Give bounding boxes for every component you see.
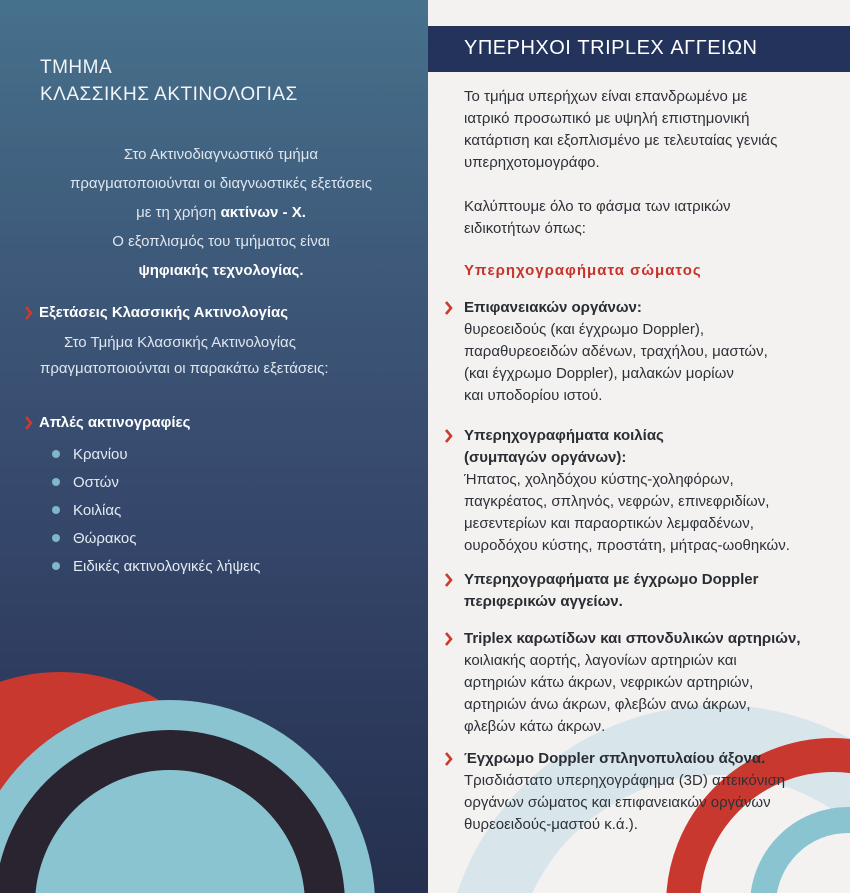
- service-line: θυρεοειδούς (και έγχρωμο Doppler),: [464, 321, 705, 338]
- service-line: Ήπατος, χοληδόχου κύστης-χοληφόρων,: [464, 471, 734, 488]
- service-line: μεσεντερίων και παραορτικών λεμφαδένων,: [464, 515, 754, 532]
- chevron-right-icon: [444, 573, 453, 587]
- list-item: [52, 552, 260, 580]
- dot-icon: [52, 534, 60, 542]
- intro-line: Στο Ακτινοδιαγνωστικό τμήμα: [123, 146, 319, 163]
- list-item: [52, 524, 260, 552]
- service-title: Υπερηχογραφήματα με έγχρωμο Doppler: [464, 571, 759, 588]
- chevron-right-icon: [444, 632, 453, 646]
- chevron-right-icon: [24, 306, 33, 320]
- dot-icon: [52, 450, 60, 458]
- title-line-1: ΤΜΗΜΑ: [40, 57, 113, 78]
- subheading: Υπερηχογραφήματα σώματος: [464, 262, 702, 279]
- paragraph-line: κατάρτιση και εξοπλισμένο με τελευταίας γενιάς: [464, 132, 778, 149]
- intro-line: [41, 198, 401, 227]
- service-line: παγκρέατος, σπληνός, νεφρών, επινεφριδίων,: [464, 493, 770, 510]
- service-item: [444, 425, 844, 557]
- service-line: αρτηριών κάτω άκρων, νεφρικών αρτηριών,: [464, 674, 754, 691]
- chevron-right-icon: [444, 752, 453, 766]
- intro-paragraph: [464, 86, 824, 174]
- service-title-cont: (συμπαγών οργάνων):: [464, 449, 627, 466]
- description-line: Στο Τμήμα Κλασσικής Ακτινολογίας: [64, 334, 296, 351]
- list-item-label: Κρανίου: [73, 445, 128, 463]
- service-line: ουροδόχου κύστης, προστάτη, μήτρας-ωοθηκών.: [464, 537, 790, 554]
- intro-paragraph: [41, 140, 401, 285]
- coverage-paragraph: [464, 196, 824, 240]
- paragraph-line: Το τμήμα υπερήχων είναι επανδρωμένο με: [464, 88, 748, 105]
- service-line: (και έγχρωμο Doppler), μαλακών μορίων: [464, 365, 734, 382]
- service-line: παραθυρεοειδών αδένων, τραχήλου, μαστών,: [464, 343, 768, 360]
- section-heading-text: Εξετάσεις Κλασσικής Ακτινολογίας: [39, 304, 289, 321]
- paragraph-line: υπερηχοτομογράφο.: [464, 154, 600, 171]
- service-title: Έγχρωμο Doppler σπληνοπυλαίου άξονα.: [464, 750, 766, 767]
- paragraph-line: Καλύπτουμε όλο το φάσμα των ιατρικών: [464, 198, 731, 215]
- description-line: πραγματοποιούνται οι παρακάτω εξετάσεις:: [40, 360, 329, 377]
- service-line: θυρεοειδούς-μαστού κ.ά.).: [464, 816, 638, 833]
- list-item-label: Οστών: [73, 473, 119, 491]
- list-item: [52, 468, 260, 496]
- paragraph-line: ιατρικό προσωπικό με υψηλή επιστημονική: [464, 110, 750, 127]
- section-heading-classic: [24, 304, 288, 321]
- service-title: Υπερηχογραφήματα κοιλίας: [464, 427, 664, 444]
- intro-bold: ακτίνων - X.: [220, 204, 306, 221]
- title-line-2: ΚΛΑΣΣΙΚΗΣ ΑΚΤΙΝΟΛΟΓΙΑΣ: [40, 84, 298, 105]
- list-item-label: Κοιλίας: [73, 501, 122, 519]
- service-item: [444, 628, 844, 738]
- service-line: και υποδορίου ιστού.: [464, 387, 603, 404]
- section-heading-text: Απλές ακτινογραφίες: [39, 414, 191, 431]
- service-title: Επιφανειακών οργάνων:: [464, 299, 642, 316]
- intro-line: Ο εξοπλισμός του τμήματος είναι: [112, 233, 330, 250]
- list-item: [52, 496, 260, 524]
- paragraph-line: ειδικοτήτων όπως:: [464, 220, 586, 237]
- service-line: κοιλιακής αορτής, λαγονίων αρτηριών και: [464, 652, 737, 669]
- section-heading-xrays: [24, 414, 190, 431]
- intro-text: με τη χρήση: [136, 204, 221, 221]
- list-item-label: Ειδικές ακτινολογικές λήψεις: [73, 557, 261, 575]
- page-title: [40, 54, 298, 108]
- list-item-label: Θώρακος: [73, 529, 137, 547]
- chevron-right-icon: [24, 416, 33, 430]
- intro-line-bold: ψηφιακής τεχνολογίας.: [138, 262, 304, 279]
- intro-line: πραγματοποιούνται οι διαγνωστικές εξετάσεις: [70, 175, 372, 192]
- section-description: [40, 330, 329, 382]
- service-item: [444, 748, 844, 836]
- service-line: αρτηριών άνω άκρων, φλεβών ανω άκρων,: [464, 696, 751, 713]
- chevron-right-icon: [444, 301, 453, 315]
- dot-icon: [52, 478, 60, 486]
- service-line: Τρισδιάστατο υπερηχογράφημα (3D) απεικόνιση: [464, 772, 786, 789]
- service-line: οργάνων σώματος και επιφανειακών οργάνων: [464, 794, 771, 811]
- xray-list: [52, 440, 260, 580]
- dot-icon: [52, 506, 60, 514]
- service-item: [444, 297, 844, 407]
- service-title: Triplex καρωτίδων και σπονδυλικών αρτηριών,: [464, 630, 801, 647]
- header-title: ΥΠΕΡΗΧΟΙ TRIPLEX ΑΓΓΕΙΩΝ: [464, 37, 758, 59]
- section-header: [428, 26, 850, 72]
- service-line: φλεβών κάτω άκρων.: [464, 718, 606, 735]
- dot-icon: [52, 562, 60, 570]
- service-title-cont: περιφερικών αγγείων.: [464, 593, 623, 610]
- list-item: [52, 440, 260, 468]
- right-panel: [428, 0, 850, 893]
- service-item: [444, 569, 844, 613]
- chevron-right-icon: [444, 429, 453, 443]
